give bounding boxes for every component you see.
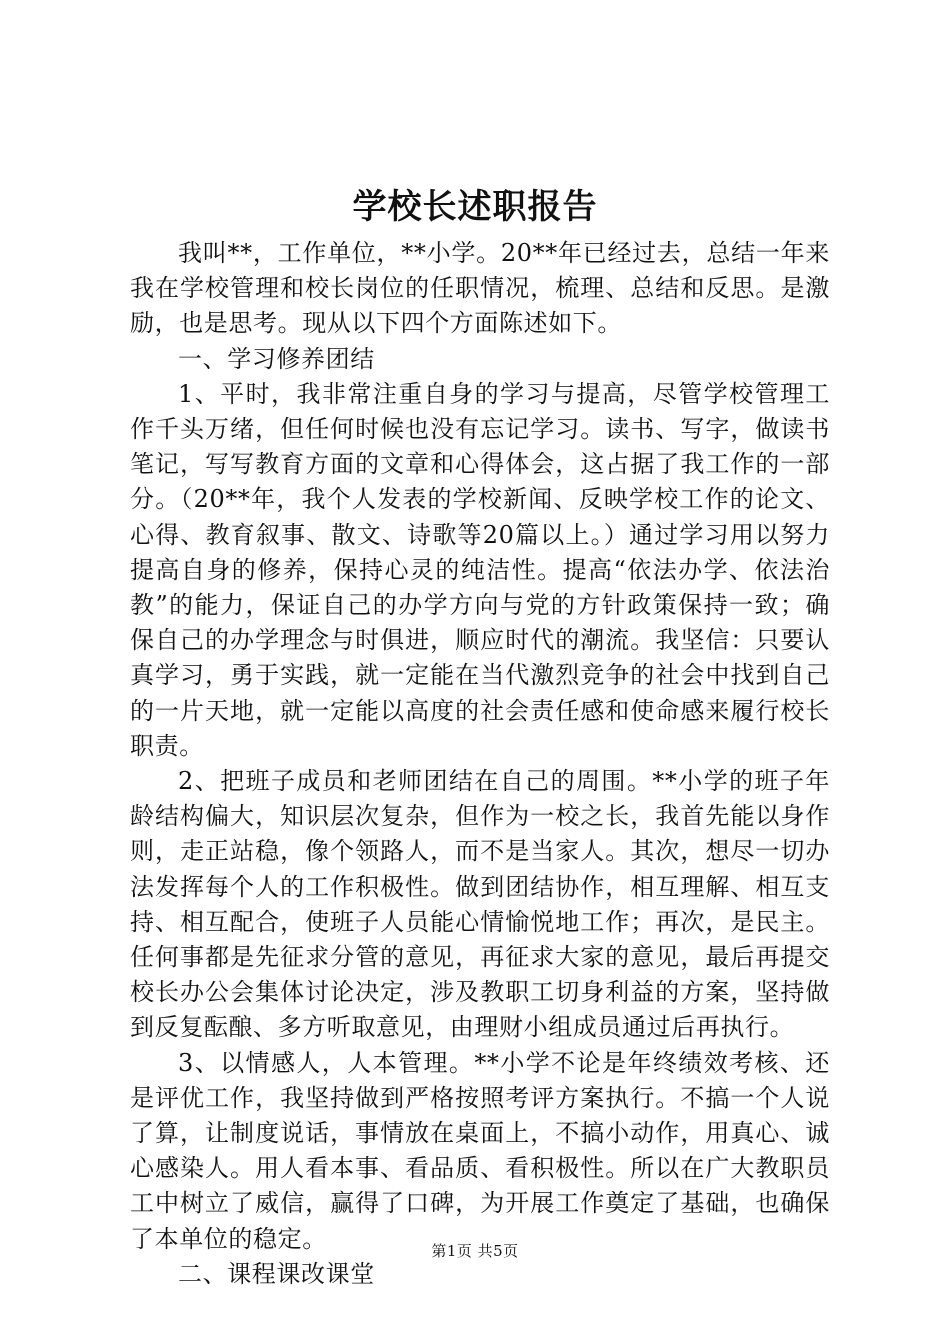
paragraph-item-3: 3、以情感人，人本管理。**小学不论是年终绩效考核、还是评优工作，我坚持做到严格按照考评方案执行。不搞一个人说了算，让制度说话，事情放在桌面上，不搞小动作，用真心、诚心感染人。用人看本事、看品质、看积极性。所以在广大教职员工中树立了威信，赢得了口碑，为开展工作奠定了基础，也确保了本单位的稳定。 <box>130 1048 830 1253</box>
paragraph-item-1: 1、平时，我非常注重自身的学习与提高，尽管学校管理工作千头万绪，但任何时候也没有忘记学习。读书、写字，做读书笔记，写写教育方面的文章和心得体会，这占据了我工作的一部分。（20**年，我个人发表的学校新闻、反映学校工作的论文、心得、教育叙事、散文、诗歌等20篇以上。）通过学习用以努力提高自身的修养，保持心灵的纯洁性。提高“依法办学、依法治教”的能力，保证自己的办学方向与党的方针政策保持一致；确保自己的办学理念与时俱进，顺应时代的潮流。我坚信：只要认真学习，勇于实践，就一定能在当代激烈竞争的社会中找到自己的一片天地，就一定能以高度的社会责任感和使命感来履行校长职责。 <box>130 379 830 760</box>
document-title: 学校长述职报告 <box>352 187 598 227</box>
section-heading-2: 二、课程课改课堂 <box>178 1259 375 1288</box>
paragraph-intro: 我叫**，工作单位，**小学。20**年已经过去，总结一年来我在学校管理和校长岗位的任职情况，梳理、总结和反思。是激励，也是思考。现从以下四个方面陈述如下。 <box>130 239 830 338</box>
section-heading-1: 一、学习修养团结 <box>178 344 375 373</box>
document-body <box>130 236 830 1292</box>
paragraph-item-2: 2、把班子成员和老师团结在自己的周围。**小学的班子年龄结构偏大，知识层次复杂，但作为一校之长，我首先能以身作则，走正站稳，像个领路人，而不是当家人。其次，想尽一切办法发挥每个人的工作积极性。做到团结协作，相互理解、相互支持、相互配合，使班子人员能心情愉悦地工作；再次，是民主。任何事都是先征求分管的意见，再征求大家的意见，最后再提交校长办公会集体讨论决定，涉及教职工切身利益的方案，坚持做到反复酝酿、多方听取意见，由理财小组成员通过后再执行。 <box>130 767 830 1042</box>
page-number-footer: 第1页 共5页 <box>431 1242 519 1260</box>
